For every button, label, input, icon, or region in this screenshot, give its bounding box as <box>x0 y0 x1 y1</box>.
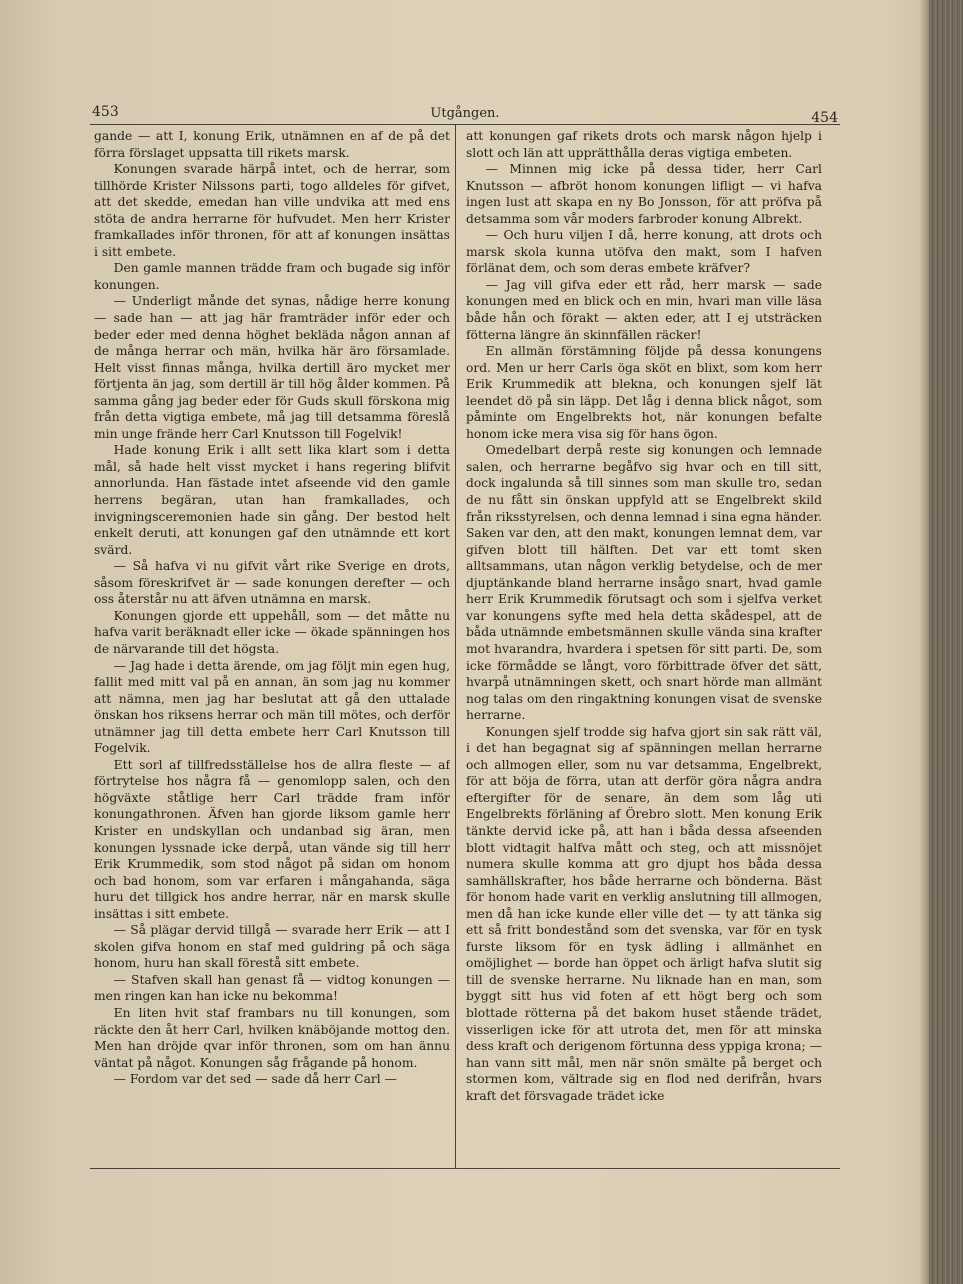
book-page-edges <box>929 0 963 1284</box>
paragraph: Omedelbart derpå reste sig konungen och lemnade salen, och herrarne begåfvo sig hvar och en till sitt, dock ingalunda så till sinnes som man skulle tro, sedan de nu fått sin önskan uppfyld att se Engelbrekt skild från riksstyrelsen, och denna lemnad i sina egna händer. Saken var den, att den makt, konungen lemnat dem, var gifven blott till hälften. Det var ett tomt sken alltsammans, utan någon verklig betydelse, och de mer djuptänkande bland herrarne insågo snart, hvad gamle herr Erik Krummedik förutsagt och som i sjelfva verket var konungens syfte med hela detta skådespel, att de båda utnämnde embetsmännen skulle vända sina krafter mot hvarandra, hvardera i spetsen för sitt parti. De, som icke förmådde se långt, voro förbittrade öfver det sätt, hvarpå utnämningen skett, och snart hörde man allmänt nog talas om den ringaktning konungen visat de svenske herrarne. <box>466 443 822 723</box>
paragraph: Den gamle mannen trädde fram och bugade sig inför konungen. <box>94 261 450 292</box>
footer-rule <box>90 1168 840 1169</box>
paragraph: — Och huru viljen I då, herre konung, att drots och marsk skola kunna utöfva den makt, som I hafven förlänat dem, och som deras embete kräfver? <box>466 228 822 276</box>
column-divider <box>455 124 456 1168</box>
paragraph: Konungen sjelf trodde sig hafva gjort sin sak rätt väl, i det han begagnat sig af spänningen mellan herrarne och allmogen eller, som nu var detsamma, Engelbrekt, för att böja de förra, utan att derför göra några andra eftergifter för de senare, än dem som låg uti Engelbrekts förläning af Örebro slott. Men konung Erik tänkte dervid icke på, att han i båda dessa afseenden blott vidtagit halfva mått och steg, och att missnöjet numera skulle komma att gro djupt hos båda dessa samhällskrafter, hos både herrarne och bönderna. Bäst för honom hade varit en verklig anslutning till allmogen, men då han icke kunde eller ville det — ty att tänka sig ett så fritt bondestånd som det svenska, var för en tysk furste liksom för en tysk ädling i allmänhet en omöjlighet — borde han öppet och ärligt hafva slutit sig till de svenske herrarne. Nu liknade han en man, som byggt sitt hus vid foten af ett högt berg och som blottade rötterna på det bakom huset stående trädet, visserligen icke för att utrota det, men för att minska dess kraft och derigenom förtunna dess yppiga krona; — han vann sitt mål, men när snön smälte på berget och stormen kom, vältrade sig en flod ned derifrån, hvars kraft det försvagade trädet icke <box>466 724 822 1103</box>
paragraph: Konungen svarade härpå intet, och de herrar, som tillhörde Krister Nilssons parti, togo alldeles för gifvet, att det skedde, emedan han ville undvika att med ens stöta de andra herrarne för hufvudet. Men herr Krister framkallades inför thronen, för att af konungen insättas i sitt embete. <box>94 162 450 259</box>
paragraph: gande — att I, konung Erik, utnämnen en af de på det förra förslaget uppsatta till rikets marsk. <box>94 129 450 160</box>
header-rule <box>90 124 840 125</box>
paragraph: Ett sorl af tillfredsställelse hos de allra fleste — af förtrytelse hos några få — genomlopp salen, och den högväxte ståtlige herr Carl trädde fram inför konungathronen. Äfven han gjorde liksom gamle herr Krister en undskyllan och undanbad sig äran, men konungen lyssnade icke derpå, utan vände sig till herr Erik Krummedik, som stod något på sidan om honom och bad honom, som var erfaren i mångahanda, säga huru det tillgick hos andre herrar, när en marsk skulle insättas i sitt embete. <box>94 757 450 921</box>
paragraph: — Fordom var det sed — sade då herr Carl — <box>113 1072 397 1087</box>
paragraph: Konungen gjorde ett uppehåll, som — det måtte nu hafva varit beräknadt eller icke — ökade spänningen hos de närvarande till det högsta. <box>94 608 450 656</box>
page-gutter-shadow <box>919 0 929 1284</box>
paragraph: — Jag vill gifva eder ett råd, herr marsk — sade konungen med en blick och en min, hvari man ville läsa både hån och förakt — akten eder, att I ej utsträcken fötterna längre än skinnfällen räcker! <box>466 277 822 342</box>
left-page-number: 453 <box>92 104 119 120</box>
paragraph: Hade konung Erik i allt sett lika klart som i detta mål, så hade helt visst mycket i hans regering blifvit annorlunda. Han fästade intet afseende vid den gamle herrens begäran, utan han framkallades, och invigningsceremonien hade sin gång. Der bestod helt enkelt deruti, att konungen gaf den utnämnde ett kort svärd. <box>94 443 450 557</box>
paragraph: att konungen gaf rikets drots och marsk någon hjelp i slott och län att upprätthålla deras vigtiga embeten. <box>466 129 822 160</box>
paragraph: — Underligt månde det synas, nådige herre konung — sade han — att jag här framträder inför eder och beder eder med denna höghet bekläda någon annan af de många herrar och män, hvilka här äro församlade. Helt visst finnas många, hvilka dertill äro mycket mer förtjenta än jag, som dertill är till hög ålder kommen. På samma gång jag beder eder för Guds skull förskona mig från detta vigtiga embete, må jag till detsamma föreslå min unge frände herr Carl Knutsson till Fogelvik! <box>94 294 450 441</box>
left-text-column <box>94 128 450 1164</box>
right-page-number: 454 <box>811 110 838 126</box>
paragraph: En allmän förstämning följde på dessa konungens ord. Men ur herr Carls öga sköt en blixt, som kom herr Erik Krummedik att blekna, och konungen sjelf lät leendet dö på sin läpp. Det låg i denna blick något, som påminte om Engelbrekts hot, när konungen befalte honom icke mera visa sig för hans ögon. <box>466 344 822 441</box>
paragraph: — Stafven skall han genast få — vidtog konungen — men ringen kan han icke nu bekomma! <box>94 972 450 1004</box>
paragraph: — Så hafva vi nu gifvit vårt rike Sverige en drots, såsom föreskrifvet är — sade konungen derefter — och oss återstår nu att äfven utnämna en marsk. <box>94 559 450 607</box>
paragraph: — Så plägar dervid tillgå — svarade herr Erik — att I skolen gifva honom en staf med guldring på och säga honom, huru han skall förestå sitt embete. <box>94 923 450 971</box>
running-title: Utgången. <box>430 106 500 121</box>
paragraph: En liten hvit staf frambars nu till konungen, som räckte den åt herr Carl, hvilken knäböjande mottog den. Men han dröjde qvar inför thronen, som om han ännu väntat på något. Konungen såg frågande på honom. <box>94 1005 450 1070</box>
paragraph: — Minnen mig icke på dessa tider, herr Carl Knutsson — afbröt honom konungen lifligt — vi hafva ingen lust att skapa en ny Bo Jonsson, för att pröfva på detsamma som vår moders farbroder konung Albrekt. <box>466 162 822 226</box>
paragraph: — Jag hade i detta ärende, om jag följt min egen hug, fallit med mitt val på en annan, än som jag nu kommer att nämna, men jag har beslutat att gå den uttalade önskan hos riksens herrar och män till mötes, och derför utnämner jag till detta embete herr Carl Knutsson till Fogelvik. <box>94 658 450 756</box>
right-text-column <box>466 128 822 1164</box>
